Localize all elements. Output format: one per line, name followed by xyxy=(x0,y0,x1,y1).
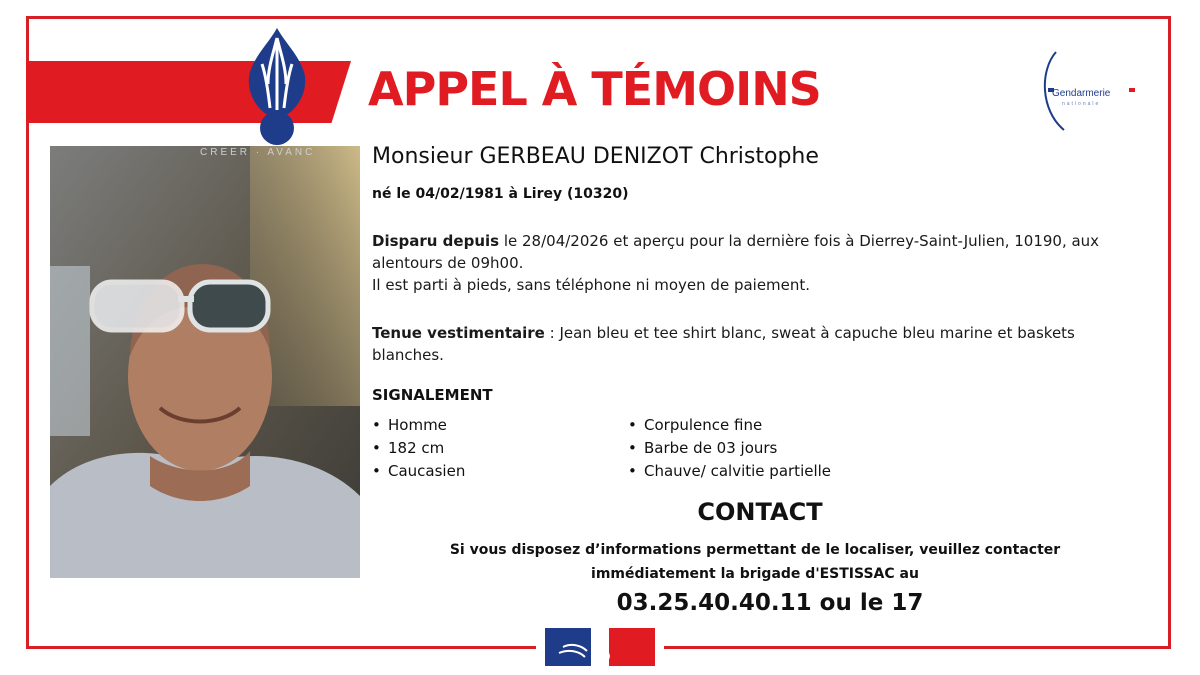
gendarmerie-grenade-icon xyxy=(238,24,316,148)
signalement-list-left xyxy=(372,414,465,483)
contact-title: CONTACT xyxy=(697,498,823,526)
disappearance-paragraph xyxy=(372,230,1132,296)
missing-person-photo xyxy=(50,146,360,578)
contact-text xyxy=(400,538,1110,586)
logo-text: Gendarmerie xyxy=(1052,88,1111,99)
contact-line2: immédiatement la brigade d'ESTISSAC au xyxy=(591,566,919,582)
list-item: • Barbe de 03 jours xyxy=(628,437,831,460)
signalement-title: SIGNALEMENT xyxy=(372,386,493,404)
disparu-text: le 28/04/2026 et aperçu pour la dernière fois à Dierrey-Saint-Julien, 10190, aux alentours de 09h00. xyxy=(372,232,1100,272)
list-item: • Caucasien xyxy=(372,460,465,483)
marianne-flag-icon xyxy=(543,625,657,669)
disparu-line2: Il est parti à pieds, sans téléphone ni moyen de paiement. xyxy=(372,276,811,294)
portrait-illustration xyxy=(50,146,360,578)
list-item: • 182 cm xyxy=(372,437,465,460)
tenue-text: : Jean bleu et tee shirt blanc, sweat à capuche bleu marine et baskets blanches. xyxy=(372,324,1075,364)
disparu-label: Disparu depuis xyxy=(372,232,500,250)
contact-line1: Si vous disposez d’informations permettant de le localiser, veuillez contacter xyxy=(449,542,1061,558)
contact-phone: 03.25.40.40.11 ou le 17 xyxy=(616,590,924,616)
birth-info: né le 04/02/1981 à Lirey (10320) xyxy=(372,186,629,202)
person-name: Monsieur GERBEAU DENIZOT Christophe xyxy=(372,144,819,169)
photo-caption: CREER · AVANC xyxy=(200,147,316,158)
list-item: • Corpulence fine xyxy=(628,414,831,437)
list-item: • Homme xyxy=(372,414,465,437)
signalement-list-right xyxy=(628,414,831,483)
logo-subtext: nationale xyxy=(1062,101,1101,107)
tenue-label: Tenue vestimentaire xyxy=(372,324,545,342)
list-item: • Chauve/ calvitie partielle xyxy=(628,460,831,483)
page-title: APPEL À TÉMOINS xyxy=(368,62,821,116)
clothing-paragraph xyxy=(372,322,1132,366)
